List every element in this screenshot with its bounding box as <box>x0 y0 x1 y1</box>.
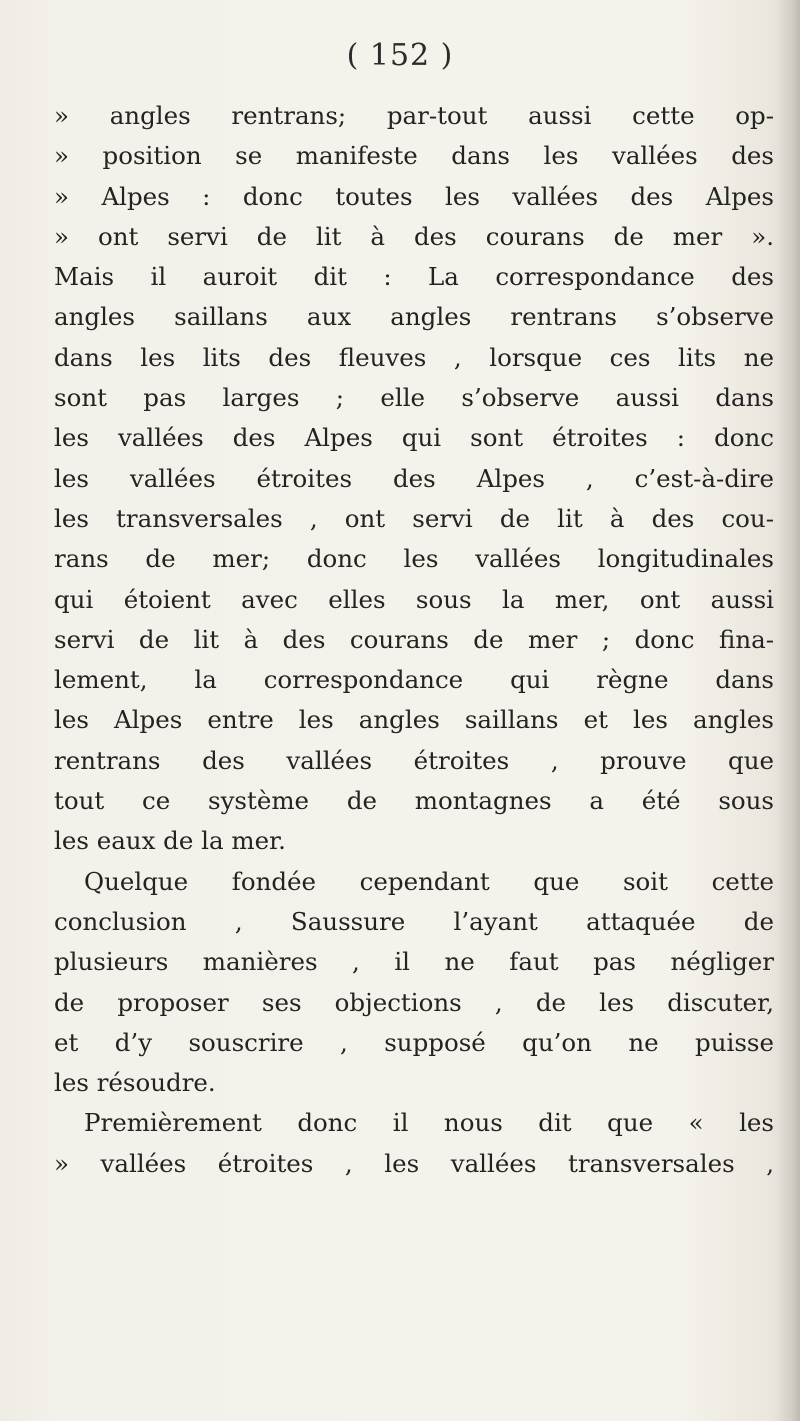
page-edge-shadow <box>778 0 800 1421</box>
text-line: rans de mer; donc les vallées longitudinales <box>54 544 774 574</box>
text-line: les Alpes entre les angles saillans et les angles <box>54 705 774 735</box>
text-line: rentrans des vallées étroites , prouve que <box>54 745 774 775</box>
text-line: qui étoient avec elles sous la mer, ont aussi <box>54 584 774 614</box>
page-number: ( 152 ) <box>346 38 454 73</box>
text-line: et d’y souscrire , supposé qu’on ne puisse <box>54 1027 774 1057</box>
text-line: » vallées étroites , les vallées transversales , <box>54 1148 774 1178</box>
text-line: Premièrement donc il nous dit que « les <box>84 1108 774 1138</box>
text-line: les résoudre. <box>54 1068 216 1098</box>
text-line: de proposer ses objections , de les discuter, <box>54 987 774 1017</box>
text-line: Quelque fondée cependant que soit cette <box>84 866 774 896</box>
text-line: les eaux de la mer. <box>54 826 286 856</box>
text-line: angles saillans aux angles rentrans s’observe <box>54 302 774 332</box>
text-line: dans les lits des fleuves , lorsque ces lits ne <box>54 342 774 372</box>
text-line: lement, la correspondance qui règne dans <box>54 665 774 695</box>
body-text <box>54 96 774 1184</box>
text-line: les vallées des Alpes qui sont étroites : donc <box>54 423 774 453</box>
text-line: » position se manifeste dans les vallées des <box>54 141 774 171</box>
text-line: Mais il auroit dit : La correspondance des <box>54 262 774 292</box>
text-line: tout ce système de montagnes a été sous <box>54 786 774 816</box>
text-line: plusieurs manières , il ne faut pas négliger <box>54 947 774 977</box>
text-line: servi de lit à des courans de mer ; donc fina- <box>54 624 774 654</box>
text-line: » angles rentrans; par-tout aussi cette op- <box>54 101 774 130</box>
text-line: les transversales , ont servi de lit à des cou- <box>54 503 774 533</box>
text-line: » Alpes : donc toutes les vallées des Alpes <box>54 181 774 211</box>
text-line: les vallées étroites des Alpes , c’est-à-dire <box>54 463 774 493</box>
text-line: sont pas larges ; elle s’observe aussi dans <box>54 383 774 413</box>
text-line: » ont servi de lit à des courans de mer ». <box>54 221 774 251</box>
text-line: conclusion , Saussure l’ayant attaquée de <box>54 906 774 936</box>
